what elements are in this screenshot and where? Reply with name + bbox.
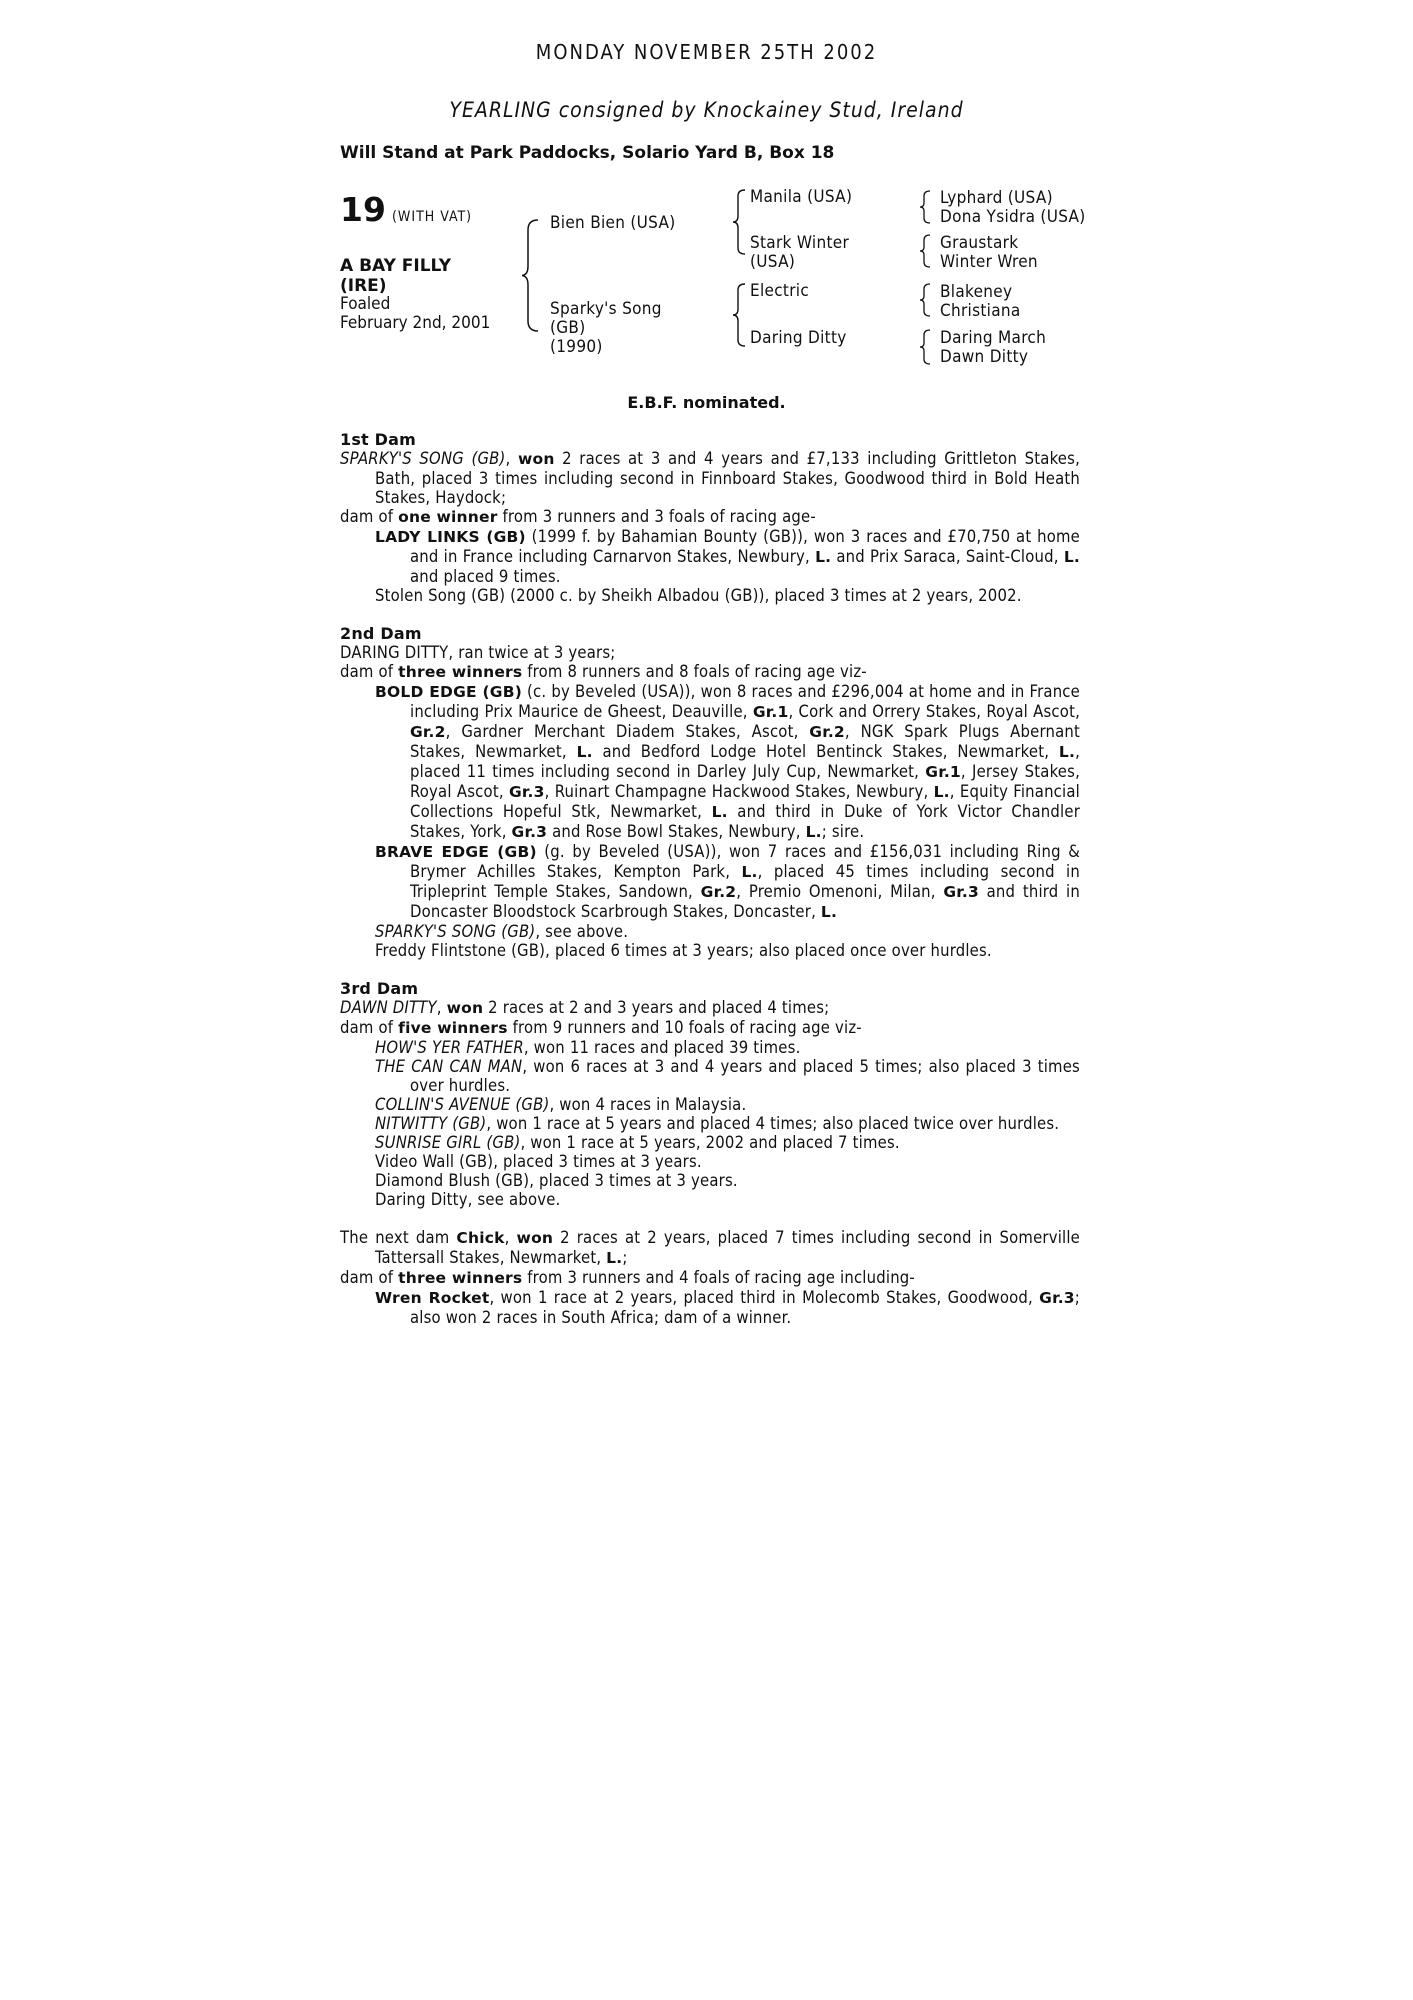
lot-number: 19	[340, 190, 386, 229]
horse-description	[340, 256, 510, 296]
third-dam-heading: 3rd Dam	[340, 979, 419, 998]
produce-brave-edge: BRAVE EDGE (GB) (g. by Beveled (USA)), won 7 races and £156,031 including Ring & Brymer Achilles Stakes, Kempton Park, L., placed 45 times including second in Tripleprint Temple Stakes, Sandown, Gr.2, Premio Omenoni, Milan, Gr.3 and third in Doncaster Bloodstock Scarbrough Stakes, Doncaster, L.	[375, 842, 1080, 921]
second-dam-record: DARING DITTY, ran twice at 3 years;	[340, 643, 616, 662]
consignor-line: YEARLING consigned by Knockainey Stud, Ireland	[449, 98, 964, 122]
pedigree-brace-gd2	[920, 329, 932, 365]
third-dam-record: DAWN DITTY, won 2 races at 2 and 3 years and placed 4 times;	[340, 998, 830, 1017]
produce-lady-links: LADY LINKS (GB) (1999 f. by Bahamian Bounty (GB)), won 3 races and £70,750 at home and in France including Carnarvon Stakes, Newbury, L. and Prix Saraca, Saint-Cloud, L. and placed 9 times.	[375, 527, 1080, 586]
produce-stolen-song: Stolen Song (GB) (2000 c. by Sheikh Albadou (GB)), placed 3 times at 2 years, 2002.	[375, 586, 1022, 605]
pedigree-ggs-2: Graustark	[940, 233, 1019, 253]
pedigree-brace-main	[522, 218, 542, 333]
pedigree-ggd-1: Dona Ysidra (USA)	[940, 207, 1086, 227]
second-dam-produce-summary: dam of three winners from 8 runners and 8 foals of racing age viz-	[340, 662, 867, 681]
stand-location: Will Stand at Park Paddocks, Solario Yard B, Box 18	[340, 143, 835, 163]
pedigree-ggd-4: Dawn Ditty	[940, 347, 1029, 367]
produce-daring-ditty: Daring Ditty, see above.	[375, 1190, 561, 1209]
pedigree-brace-sire	[733, 188, 747, 256]
produce-sparkys-song: SPARKY'S SONG (GB), see above.	[375, 922, 629, 941]
next-dam-produce-summary: dam of three winners from 3 runners and 4 foals of racing age including-	[340, 1268, 915, 1287]
foaled-info	[340, 295, 490, 333]
produce-wren-rocket: Wren Rocket, won 1 race at 2 years, placed third in Molecomb Stakes, Goodwood, Gr.3; also won 2 races in South Africa; dam of a winner.	[375, 1288, 1080, 1327]
pedigree-dam-line1: Sparky's Song	[550, 299, 662, 319]
produce-nitwitty: NITWITTY (GB), won 1 race at 5 years and placed 4 times; also placed twice over hurdles.	[375, 1114, 1060, 1133]
produce-collins-avenue: COLLIN'S AVENUE (GB), won 4 races in Malaysia.	[375, 1095, 747, 1114]
second-dam-heading: 2nd Dam	[340, 624, 422, 643]
next-dam-record: The next dam Chick, won 2 races at 2 years, placed 7 times including second in Somerville Tattersall Stakes, Newmarket, L.;	[340, 1228, 1081, 1267]
pedigree-dam-line2: (GB)	[550, 318, 586, 338]
produce-bold-edge: BOLD EDGE (GB) (c. by Beveled (USA)), won 8 races and £296,004 at home and in France including Prix Maurice de Gheest, Deauville, Gr.1, Cork and Orrery Stakes, Royal Ascot, Gr.2, Gardner Merchant Diadem Stakes, Ascot, Gr.2, NGK Spark Plugs Abernant Stakes, Newmarket, L. and Bedford Lodge Hotel Bentinck Stakes, Newmarket, L., placed 11 times including second in Darley July Cup, Newmarket, Gr.1, Jersey Stakes, Royal Ascot, Gr.3, Ruinart Champagne Hackwood Stakes, Newbury, L., Equity Financial Collections Hopeful Stk, Newmarket, L. and third in Duke of York Victor Chandler Stakes, York, Gr.3 and Rose Bowl Stakes, Newbury, L.; sire.	[375, 682, 1081, 841]
produce-sunrise-girl: SUNRISE GIRL (GB), won 1 race at 5 years, 2002 and placed 7 times.	[375, 1133, 900, 1152]
pedigree-ggs-4: Daring March	[940, 328, 1047, 348]
pedigree-brace-gs1	[920, 190, 932, 224]
pedigree-ggd-2: Winter Wren	[940, 252, 1038, 272]
first-dam-heading: 1st Dam	[340, 430, 417, 449]
pedigree-brace-gd1	[920, 234, 932, 268]
ebf-nomination: E.B.F. nominated.	[627, 393, 786, 412]
pedigree-ggs-1: Lyphard (USA)	[940, 188, 1053, 208]
produce-hows-yer-father: HOW'S YER FATHER, won 11 races and placed 39 times.	[375, 1038, 801, 1057]
pedigree-sire: Bien Bien (USA)	[550, 213, 676, 233]
produce-video-wall: Video Wall (GB), placed 3 times at 3 years.	[375, 1152, 702, 1171]
pedigree-granddam-2: Daring Ditty	[750, 328, 847, 348]
produce-the-can-can-man: THE CAN CAN MAN, won 6 races at 3 and 4 years and placed 5 times; also placed 3 times over hurdles.	[375, 1057, 1080, 1095]
third-dam-produce-summary: dam of five winners from 9 runners and 10 foals of racing age viz-	[340, 1018, 862, 1037]
foaled-date: February 2nd, 2001	[340, 313, 491, 333]
vat-note: (WITH VAT)	[392, 209, 473, 225]
first-dam-record: SPARKY'S SONG (GB), won 2 races at 3 and 4 years and £7,133 including Grittleton Stakes, Bath, placed 3 times including second in Finnboard Stakes, Goodwood third in Bold Heath Stakes, Haydock;	[340, 449, 1080, 507]
pedigree-granddam-1-line2: (USA)	[750, 252, 796, 272]
pedigree-brace-gs2	[920, 283, 932, 317]
pedigree-granddam-1	[750, 234, 849, 272]
sale-date: MONDAY NOVEMBER 25TH 2002	[535, 40, 878, 64]
pedigree-dam-line3: (1990)	[550, 337, 603, 357]
pedigree-ggd-3: Christiana	[940, 301, 1021, 321]
first-dam-produce-summary: dam of one winner from 3 runners and 3 foals of racing age-	[340, 507, 816, 526]
pedigree-granddam-1-line1: Stark Winter	[750, 233, 850, 253]
pedigree-brace-dam	[733, 282, 747, 348]
foaled-label: Foaled	[340, 294, 391, 314]
horse-name-line1: A BAY FILLY	[340, 256, 452, 276]
horse-name-line2: (IRE)	[340, 276, 387, 296]
produce-freddy-flintstone: Freddy Flintstone (GB), placed 6 times at 3 years; also placed once over hurdles.	[375, 941, 992, 960]
pedigree-grandsire-2: Electric	[750, 281, 810, 301]
pedigree-dam	[550, 300, 662, 357]
pedigree-ggs-3: Blakeney	[940, 282, 1013, 302]
produce-diamond-blush: Diamond Blush (GB), placed 3 times at 3 years.	[375, 1171, 738, 1190]
produce-record	[340, 430, 1080, 1327]
pedigree-grandsire-1: Manila (USA)	[750, 187, 853, 207]
